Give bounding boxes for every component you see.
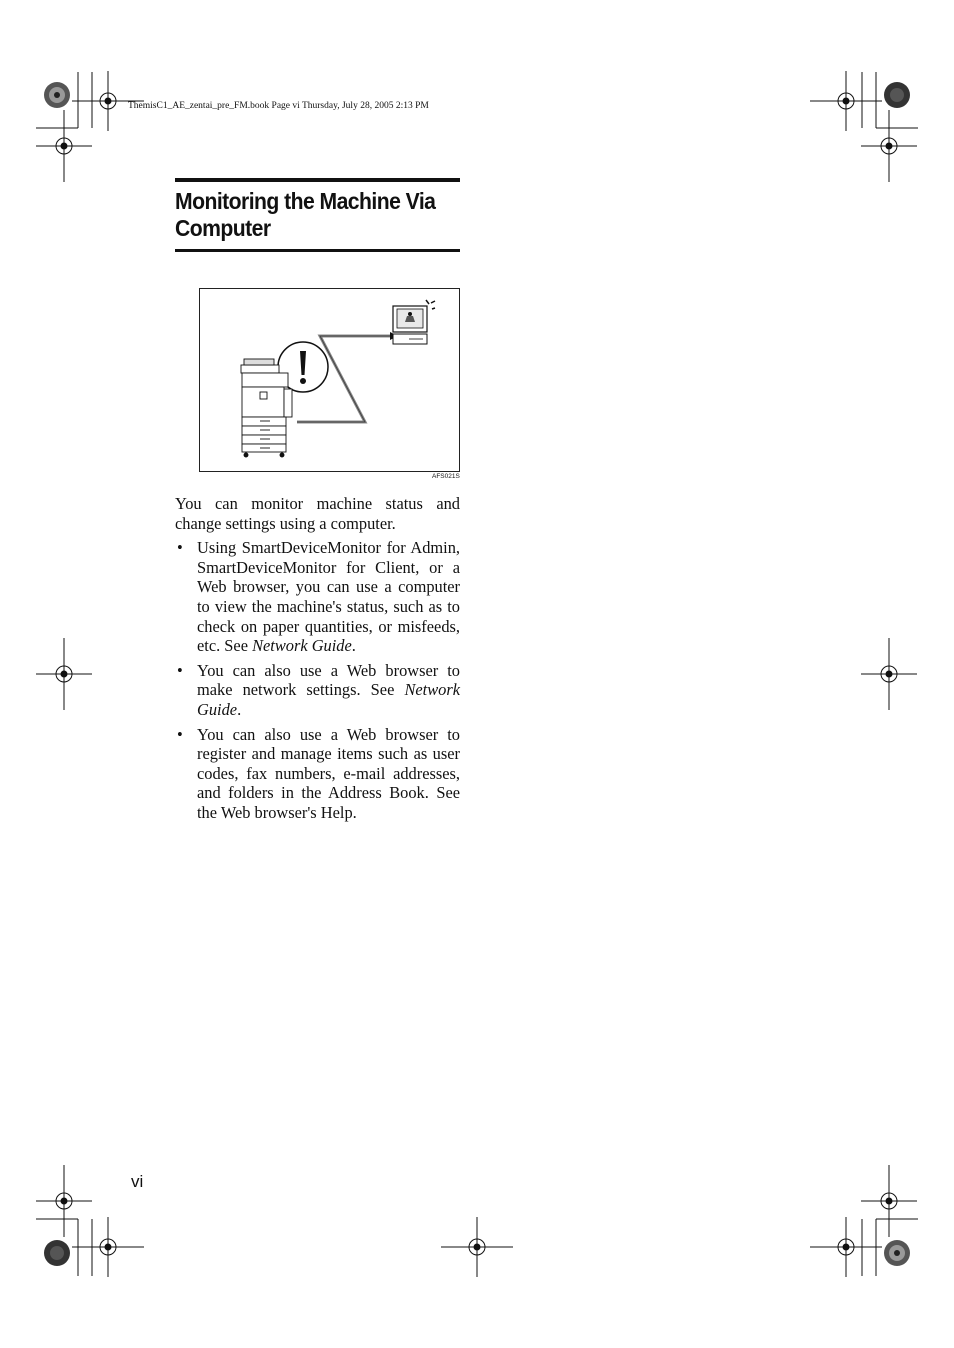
copier-icon [241, 359, 292, 457]
body-content [175, 494, 460, 828]
bullet-reference: Network Guide [197, 680, 460, 719]
computer-icon [393, 300, 435, 344]
bullet-item [175, 725, 460, 823]
bullet-reference: Network Guide [252, 636, 352, 656]
bullet-item [175, 538, 460, 656]
bullet-dot-icon: • [177, 538, 183, 558]
bullet-tail: . [237, 699, 242, 719]
bullet-text: You can also use a Web browser to register and manage items such as user codes, fax numbers, e-mail addresses, and folders in the Address Book. See the Web browser's Help. [197, 724, 460, 822]
monitoring-illustration [199, 288, 460, 472]
color-calibration-discs [44, 82, 910, 1266]
bullet-tail: . [351, 636, 356, 656]
copier-to-computer-diagram [200, 289, 459, 471]
intro-paragraph: You can monitor machine status and change settings using a computer. [175, 494, 460, 533]
file-info-header: ThemisC1_AE_zentai_pre_FM.book Page vi Thursday, July 28, 2005 2:13 PM [128, 101, 429, 111]
bullet-text: You can also use a Web browser to make network settings. See [197, 660, 460, 700]
bullet-dot-icon: • [177, 724, 183, 744]
bullet-item [175, 661, 460, 720]
section-title: Monitoring the Machine Via Computer [175, 188, 436, 241]
bullet-text: Using SmartDeviceMonitor for Admin, SmartDeviceMonitor for Client, or a Web browser, you can use a computer to view the machine's status, such as to check on paper quantities, or misfeeds, etc. See [197, 538, 460, 656]
page-number: vi [131, 1172, 144, 1191]
figure-code: AFS021S [432, 473, 460, 480]
section-heading-block [175, 178, 460, 252]
bullet-dot-icon: • [177, 660, 183, 680]
bullet-list [175, 538, 460, 822]
